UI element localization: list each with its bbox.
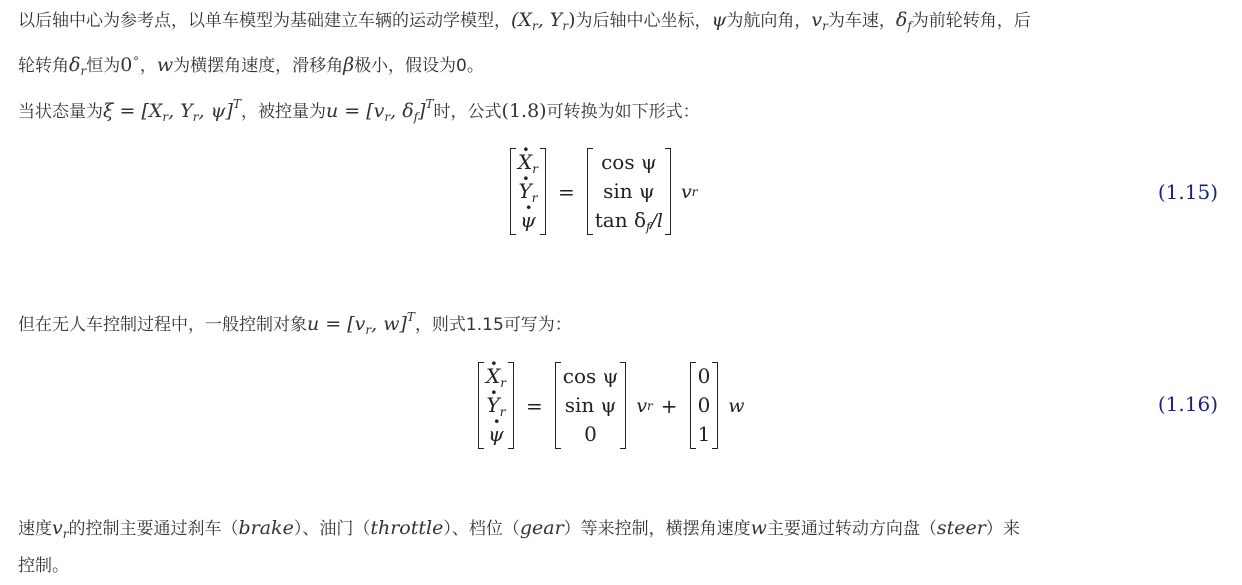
kinematic-vector: cos ψ sin ψ $\tan \delta_f/l$ [587,148,671,235]
control-paragraph: 但在无人车控制过程中，一般控制对象$u = [v_r$, w]$^T$，则式1.15可写为： [18,310,572,337]
intro-paragraph [18,4,1228,87]
velocity-column: cos ψ sin ψ 0 [555,362,627,449]
intro-line-1: 以后轴中心为参考点，以单车模型为基础建立车辆的运动学模型，($X_r$, $Y_r$)为后轴中心坐标，ψ为航向角，$v_r$为车速，$\delta_f$为前轮转角，后 [18,9,1031,33]
yaw-rate-column: 0 0 1 [690,362,719,449]
intro-line-2: 轮转角$\delta_r$恒为0∘，w为横摆角速度，滑移角β极小，假设为0。 [18,51,484,78]
equation-1-16: · $X_r$ · $Y_r$ · ψ = cos ψ sin ψ 0 v r + 0 0 1 w [474,362,745,449]
equation-number-1-15: (1.15) [1157,180,1218,204]
state-derivative-vector: · $X_r$ · $Y_r$ · ψ [510,148,546,235]
closing-line-1: 速度$v_r$的控制主要通过刹车（brake）、油门（throttle）、档位（gear）等来控制，横摆角速度w主要通过转动方向盘（steer）来 [18,517,1020,541]
state-paragraph: 当状态量为$\xi = [X_r$, $Y_r$, ψ]$^T$，被控量为$u = [v_r$, $\delta_f]^T$时，公式(1.8)可转换为如下形式： [18,97,700,124]
closing-paragraph [18,512,1228,582]
equation-1-15: · $X_r$ · $Y_r$ · ψ = cos ψ sin ψ $\tan \delta_f/l$ v r [506,148,697,235]
state-derivative-vector-2: · $X_r$ · $Y_r$ · ψ [478,362,514,449]
equation-number-1-16: (1.16) [1157,392,1218,416]
closing-line-2: 控制。 [18,556,69,576]
coord-math: ($X_r$, $Y_r$) [511,9,576,33]
